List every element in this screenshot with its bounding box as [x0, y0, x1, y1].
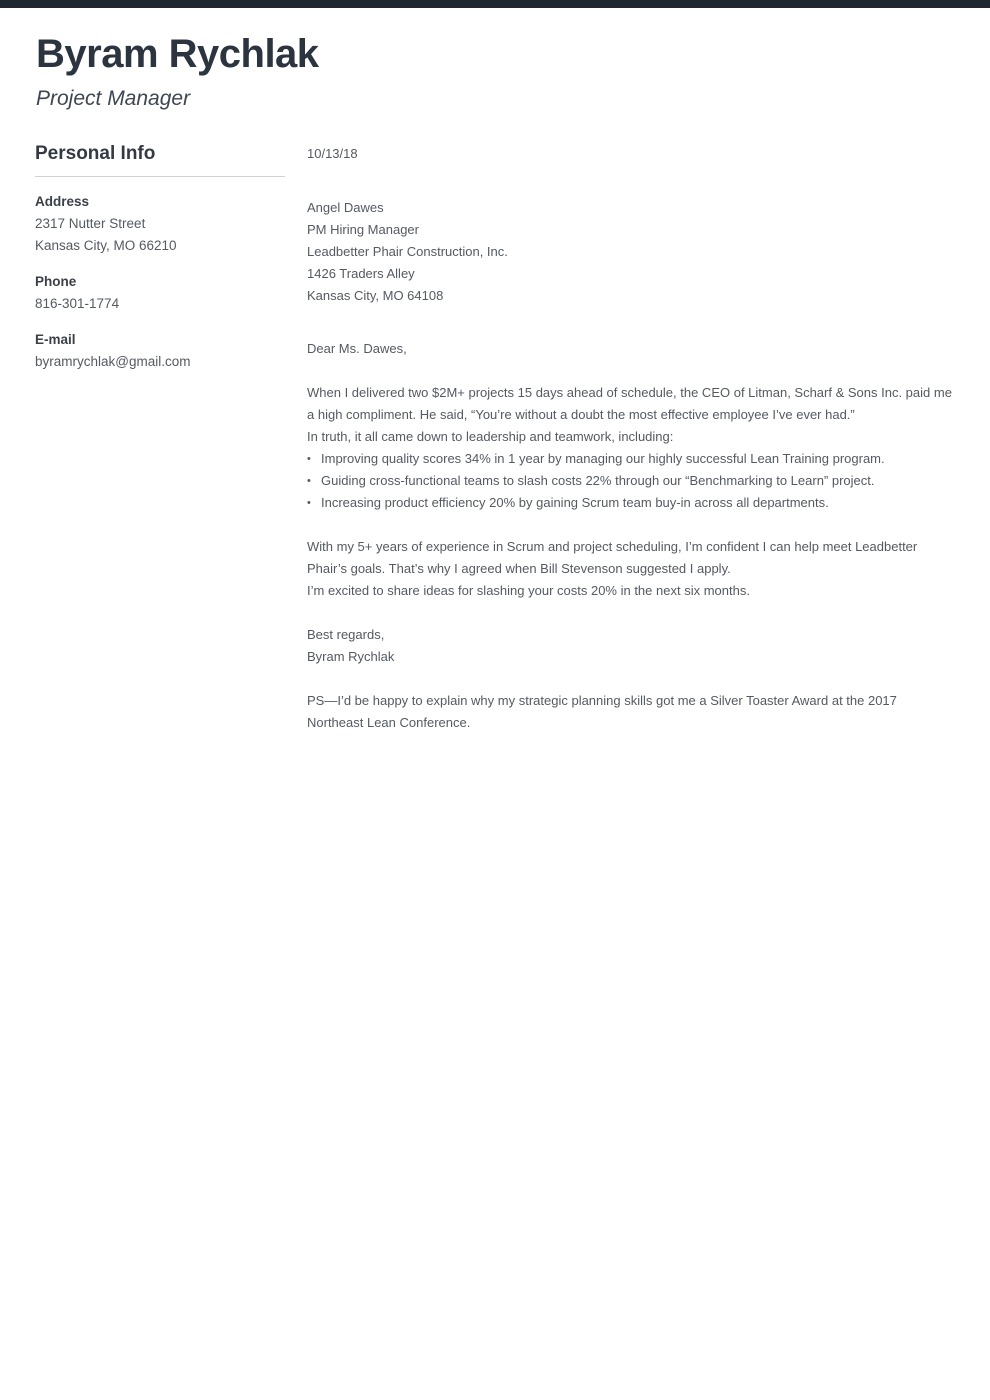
- achievement-item: [307, 492, 952, 514]
- phone-value: 816-301-1774: [35, 296, 120, 311]
- second-paragraph: [307, 536, 952, 602]
- intro-line: When I delivered two $2M+ projects 15 days ahead of schedule, the CEO of Litman, Scharf & Sons Inc. paid me: [307, 385, 952, 400]
- job-title: Project Manager: [36, 87, 191, 110]
- achievement-text: Guiding cross-functional teams to slash costs 22% through our “Benchmarking to Learn” project.: [321, 473, 875, 488]
- blank-line: [307, 602, 952, 624]
- recipient-block: [307, 197, 952, 307]
- ps-line: Northeast Lean Conference.: [307, 715, 471, 730]
- address-line: Kansas City, MO 66210: [35, 238, 177, 253]
- achievement-item: [307, 470, 952, 492]
- ps-paragraph: [307, 690, 952, 734]
- phone-label: Phone: [35, 274, 77, 289]
- personal-info-sidebar: [35, 143, 285, 373]
- recipient-city: Kansas City, MO 64108: [307, 288, 444, 303]
- email-section: [35, 329, 285, 373]
- phone-section: [35, 271, 285, 315]
- recipient-street: 1426 Traders Alley: [307, 266, 415, 281]
- address-section: [35, 191, 285, 257]
- signature-name: Byram Rychlak: [307, 649, 395, 664]
- letter-date: 10/13/18: [307, 146, 358, 161]
- sidebar-heading: Personal Info: [35, 143, 285, 177]
- achievement-item: [307, 448, 952, 470]
- email-label: E-mail: [35, 332, 76, 347]
- bullet-icon: •: [307, 475, 311, 487]
- closing-phrase: Best regards,: [307, 627, 385, 642]
- bullet-icon: •: [307, 497, 311, 509]
- ps-line: PS—I’d be happy to explain why my strategic planning skills got me a Silver Toaster Award at the 2017: [307, 693, 897, 708]
- top-accent-bar: [0, 0, 990, 8]
- intro-line: a high compliment. He said, “You’re without a doubt the most effective employee I’ve ever had.”: [307, 407, 855, 422]
- body-line: With my 5+ years of experience in Scrum and project scheduling, I’m confident I can help meet Leadbetter: [307, 539, 918, 554]
- address-label: Address: [35, 194, 90, 209]
- address-line: 2317 Nutter Street: [35, 216, 146, 231]
- recipient-company: Leadbetter Phair Construction, Inc.: [307, 244, 508, 259]
- intro-line: In truth, it all came down to leadership and teamwork, including:: [307, 429, 674, 444]
- body-line: Phair’s goals. That’s why I agreed when Bill Stevenson suggested I apply.: [307, 561, 731, 576]
- intro-paragraph: [307, 382, 952, 448]
- blank-line: [307, 668, 952, 690]
- email-value: byramrychlak@gmail.com: [35, 354, 191, 369]
- achievement-text: Increasing product efficiency 20% by gaining Scrum team buy-in across all departments.: [321, 495, 829, 510]
- blank-line: [307, 514, 952, 536]
- achievement-list: [307, 448, 952, 514]
- bullet-icon: •: [307, 453, 311, 465]
- letter-body: [307, 143, 952, 734]
- body-line: I’m excited to share ideas for slashing your costs 20% in the next six months.: [307, 583, 750, 598]
- recipient-title: PM Hiring Manager: [307, 222, 419, 237]
- document-header: [0, 8, 990, 111]
- person-name: Byram Rychlak: [36, 32, 319, 76]
- salutation: Dear Ms. Dawes,: [307, 341, 407, 356]
- recipient-name: Angel Dawes: [307, 200, 384, 215]
- content-columns: [0, 143, 990, 734]
- achievement-text: Improving quality scores 34% in 1 year by managing our highly successful Lean Training program.: [321, 451, 885, 466]
- closing-block: [307, 624, 952, 668]
